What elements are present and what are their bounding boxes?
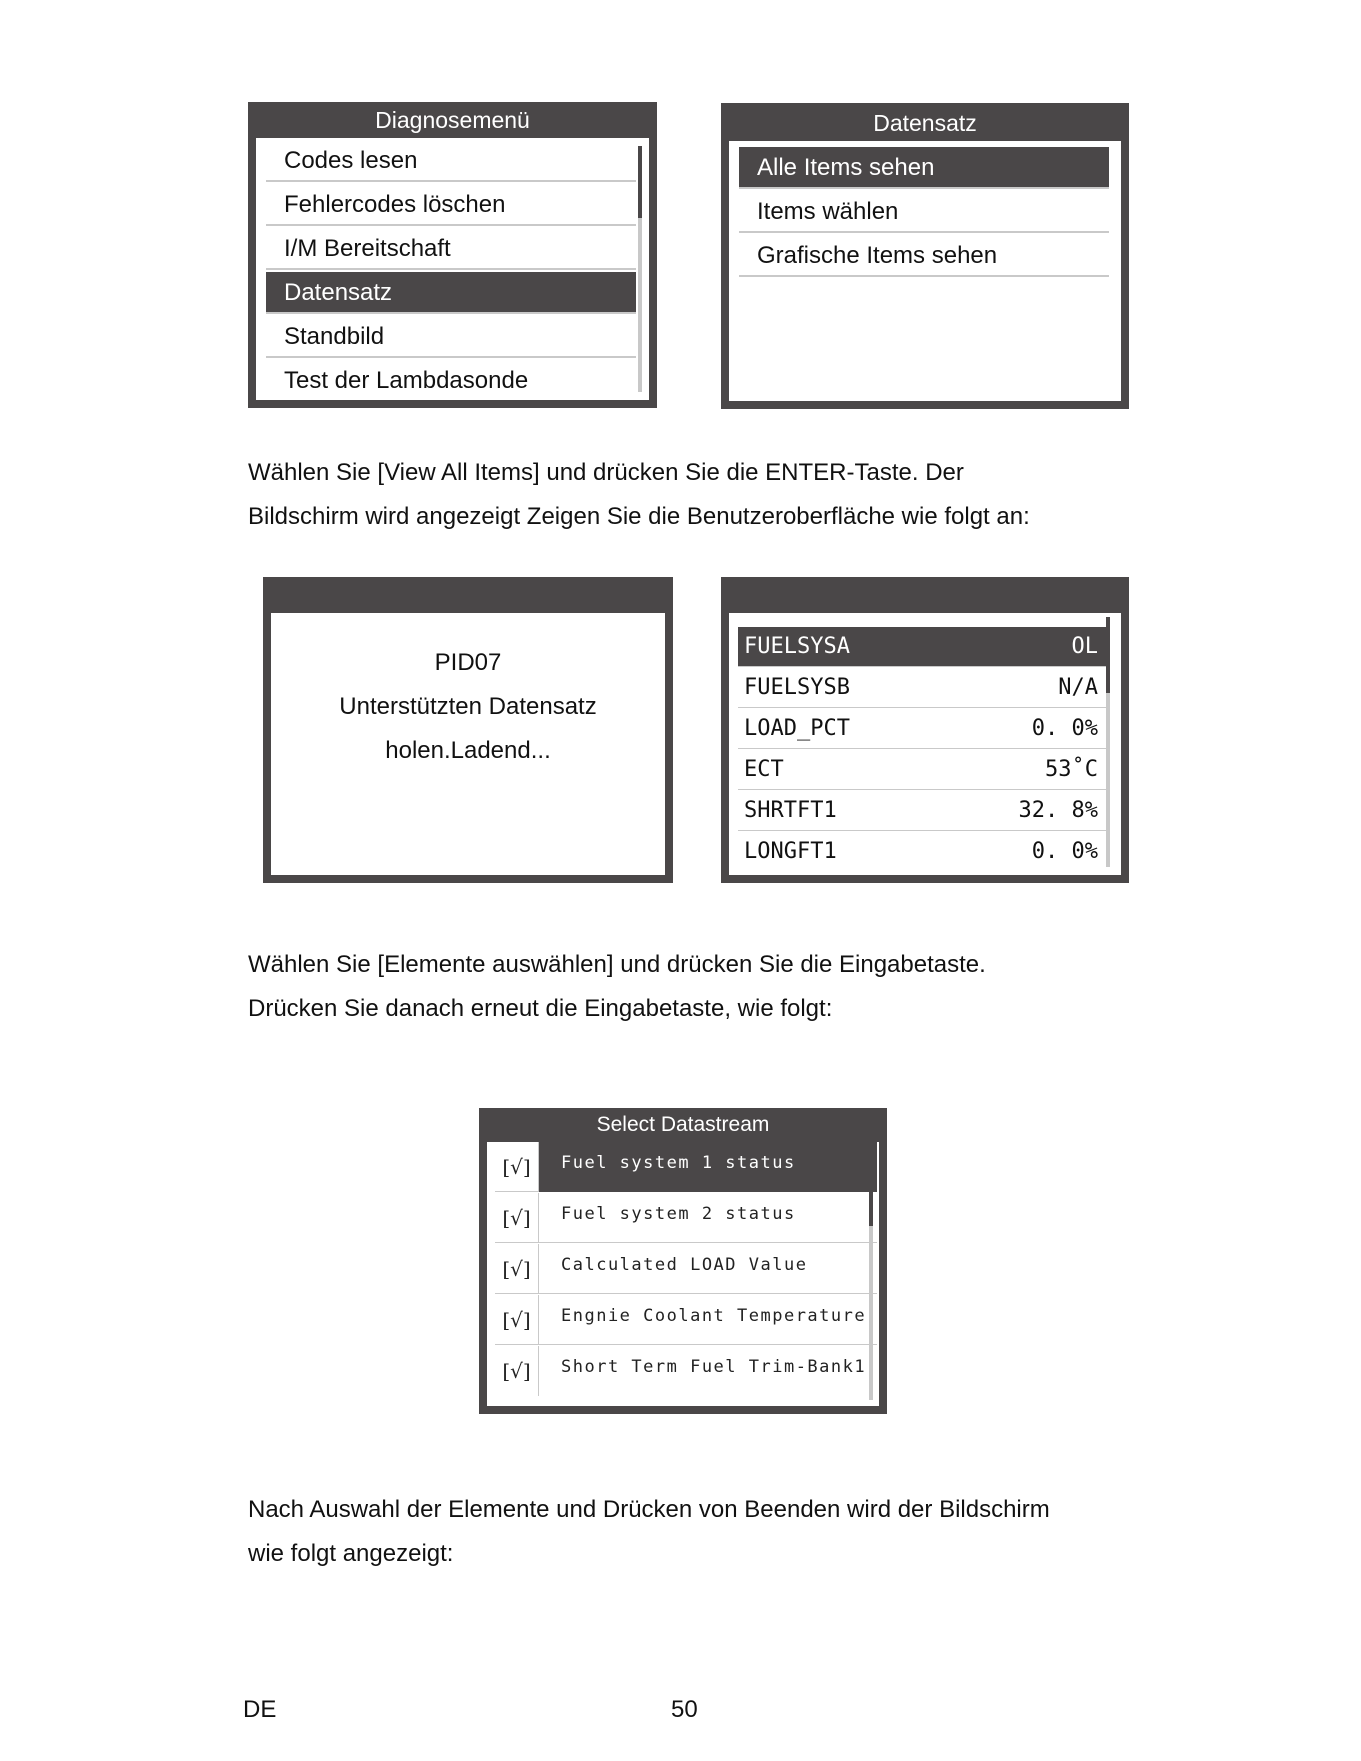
datensatz-title: Datensatz [873, 110, 977, 136]
select-row[interactable] [495, 1295, 877, 1345]
menu-item-datensatz[interactable]: Datensatz [266, 272, 636, 314]
datastream-value: N/A [1058, 675, 1098, 700]
menu-item-im-bereitschaft[interactable]: I/M Bereitschaft [266, 228, 636, 270]
footer-page-number: 50 [671, 1696, 698, 1723]
select-row[interactable] [495, 1346, 877, 1396]
diagnose-menu-title: Diagnosemenü [375, 107, 530, 133]
check-icon[interactable]: [√] [495, 1244, 539, 1294]
diagnose-menu-screen [248, 102, 657, 408]
check-icon[interactable]: [√] [495, 1193, 539, 1243]
datastream-value: 32. 8% [1018, 798, 1098, 823]
datastream-value: 53˚C [1045, 757, 1098, 782]
menu-item-codes-lesen[interactable]: Codes lesen [266, 140, 636, 182]
datensatz-body [729, 141, 1121, 401]
select-datastream-title: Select Datastream [596, 1113, 770, 1136]
select-row-label: Fuel system 2 status [561, 1204, 796, 1224]
datensatz-screen [721, 103, 1129, 409]
datastream-value: OL [1071, 634, 1098, 659]
instruction-1-line-2: Bildschirm wird angezeigt Zeigen Sie die Benutzeroberfläche wie folgt an: [248, 503, 1030, 530]
check-icon[interactable]: [√] [495, 1142, 539, 1192]
menu-item-standbild[interactable]: Standbild [266, 316, 636, 358]
instruction-2-line-2: Drücken Sie danach erneut die Eingabetaste, wie folgt: [248, 995, 833, 1022]
datastream-screen [721, 577, 1129, 883]
select-row-label: Short Term Fuel Trim-Bank1 [561, 1357, 867, 1377]
check-icon[interactable]: [√] [495, 1295, 539, 1345]
datastream-row[interactable] [738, 668, 1108, 708]
datastream-name: LOAD_PCT [744, 716, 850, 741]
datastream-row[interactable] [738, 709, 1108, 749]
select-row-label: Calculated LOAD Value [561, 1255, 808, 1275]
datastream-scroll-thumb[interactable] [1106, 617, 1110, 693]
select-row[interactable] [495, 1193, 877, 1243]
instruction-3-line-1: Nach Auswahl der Elemente und Drücken von Beenden wird der Bildschirm [248, 1496, 1050, 1523]
loading-pid: PID07 [434, 649, 502, 676]
select-row[interactable] [495, 1142, 877, 1192]
datastream-row[interactable] [738, 791, 1108, 831]
loading-message-1: Unterstützten Datensatz [339, 693, 597, 720]
instruction-paragraph-2 [248, 943, 986, 1031]
select-datastream-screen [479, 1108, 887, 1414]
select-row-label: Fuel system 1 status [539, 1142, 877, 1192]
datastream-row[interactable] [738, 832, 1108, 872]
instruction-3-line-2: wie folgt angezeigt: [248, 1540, 454, 1567]
datastream-value: 0. 0% [1031, 839, 1098, 864]
select-datastream-body [487, 1142, 879, 1406]
instruction-2-line-1: Wählen Sie [Elemente auswählen] und drücken Sie die Eingabetaste. [248, 951, 986, 978]
instruction-paragraph-1 [248, 451, 1030, 539]
loading-screen [263, 577, 673, 883]
datastream-name: LONGFT1 [744, 839, 837, 864]
select-datastream-scroll-thumb[interactable] [869, 1146, 873, 1226]
diagnose-menu-body [256, 138, 649, 400]
menu-item-items-waehlen[interactable]: Items wählen [739, 191, 1109, 233]
datastream-value: 0. 0% [1031, 716, 1098, 741]
diagnose-menu-scroll-thumb[interactable] [638, 146, 642, 218]
select-row[interactable] [495, 1244, 877, 1294]
datastream-name: FUELSYSB [744, 675, 850, 700]
datastream-name: FUELSYSA [744, 634, 850, 659]
menu-item-alle-items-sehen[interactable]: Alle Items sehen [739, 147, 1109, 189]
datastream-row[interactable] [738, 750, 1108, 790]
menu-item-lambdasonde-test[interactable]: Test der Lambdasonde [284, 367, 529, 394]
footer-language: DE [243, 1696, 277, 1723]
datastream-name: ECT [744, 757, 784, 782]
datastream-name: SHRTFT1 [744, 798, 837, 823]
datastream-row[interactable] [738, 627, 1108, 667]
instruction-1-line-1: Wählen Sie [View All Items] und drücken Sie die ENTER-Taste. Der [248, 459, 964, 486]
check-icon[interactable]: [√] [495, 1346, 539, 1396]
instruction-paragraph-3 [248, 1488, 1050, 1576]
loading-message-2: holen.Ladend... [385, 737, 551, 764]
loading-body [271, 613, 665, 875]
select-row-label: Engnie Coolant Temperature [561, 1306, 867, 1326]
datastream-body [729, 613, 1121, 875]
menu-item-grafische-items-sehen[interactable]: Grafische Items sehen [739, 235, 1109, 277]
menu-item-fehlercodes-loeschen[interactable]: Fehlercodes löschen [266, 184, 636, 226]
